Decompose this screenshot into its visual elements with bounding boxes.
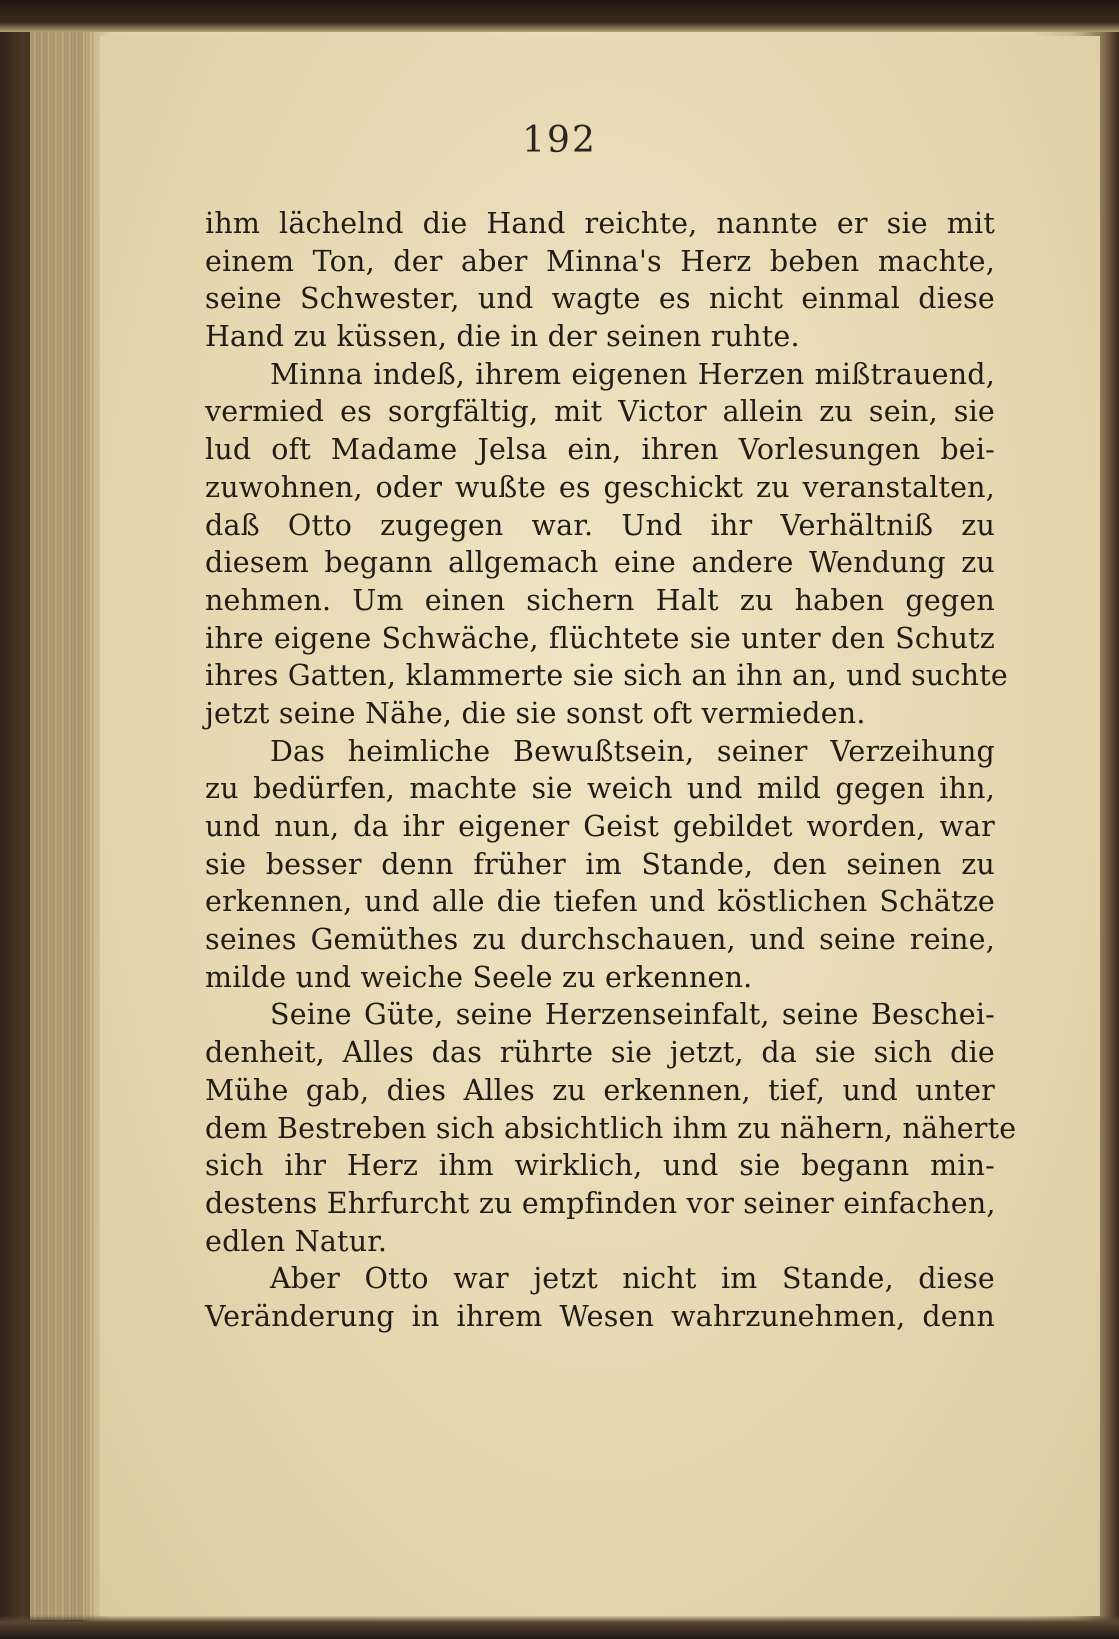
text-line: vermied es sorgfältig, mit Victor allein zu sein, sie [205, 395, 995, 429]
text-line: und nun, da ihr eigener Geist gebildet worden, war [205, 810, 995, 843]
text-line: sich ihr Herz ihm wirklich, und sie begann min- [205, 1149, 995, 1183]
text-line: ihm lächelnd die Hand reichte, nannte er sie mit [205, 207, 995, 240]
text-line: Seine Güte, seine Herzenseinfalt, seine Beschei- [270, 998, 995, 1032]
page-number: 192 [522, 120, 597, 161]
text-line: nehmen. Um einen sichern Halt zu haben gegen [205, 583, 995, 617]
book-cover-edge-top [0, 0, 1119, 32]
book-cover-edge-bottom [0, 1615, 1119, 1639]
page-edges-stack [30, 20, 94, 1620]
text-line: denheit, Alles das rührte sie jetzt, da sie sich die [205, 1036, 995, 1070]
text-line: edlen Natur. [205, 1224, 388, 1258]
text-line: Mühe gab, dies Alles zu erkennen, tief, und unter [205, 1073, 995, 1107]
text-line: zuwohnen, oder wußte es geschickt zu veranstalten, [205, 470, 995, 504]
text-line: daß Otto zugegen war. Und ihr Verhältniß zu [205, 508, 995, 542]
text-line: Das heimliche Bewußtsein, seiner Verzeihung [270, 734, 995, 768]
text-line: zu bedürfen, machte sie weich und mild gegen ihn, [205, 772, 995, 806]
text-line: diesem begann allgemach eine andere Wendung zu [205, 546, 995, 580]
text-line: lud oft Madame Jelsa ein, ihren Vorlesungen bei- [205, 433, 995, 467]
text-line: erkennen, und alle die tiefen und köstlichen Schätze [205, 885, 995, 919]
text-line: destens Ehrfurcht zu empfinden vor seiner einfachen, [205, 1186, 996, 1220]
text-line: dem Bestreben sich absichtlich ihm zu nähern, näherte [205, 1111, 1017, 1145]
text-line: Aber Otto war jetzt nicht im Stande, diese [270, 1262, 995, 1296]
text-line: seine Schwester, und wagte es nicht einmal diese [205, 282, 995, 316]
text-line: sie besser denn früher im Stande, den seinen zu [205, 847, 995, 881]
text-line: Hand zu küssen, die in der seinen ruhte. [205, 320, 800, 354]
body-text [205, 205, 1017, 1336]
text-line: ihres Gatten, klammerte sie sich an ihn an, und suchte [205, 659, 1008, 693]
text-line: ihre eigene Schwäche, flüchtete sie unter den Schutz [205, 621, 995, 655]
text-line: jetzt seine Nähe, die sie sonst oft vermieden. [205, 696, 866, 730]
text-line: seines Gemüthes zu durchschauen, und seine reine, [205, 923, 995, 957]
text-line: Minna indeß, ihrem eigenen Herzen mißtrauend, [270, 357, 995, 391]
text-line: Veränderung in ihrem Wesen wahrzunehmen, denn [205, 1299, 995, 1333]
text-line: einem Ton, der aber Minna's Herz beben machte, [205, 244, 995, 278]
text-line: milde und weiche Seele zu erkennen. [205, 960, 753, 994]
